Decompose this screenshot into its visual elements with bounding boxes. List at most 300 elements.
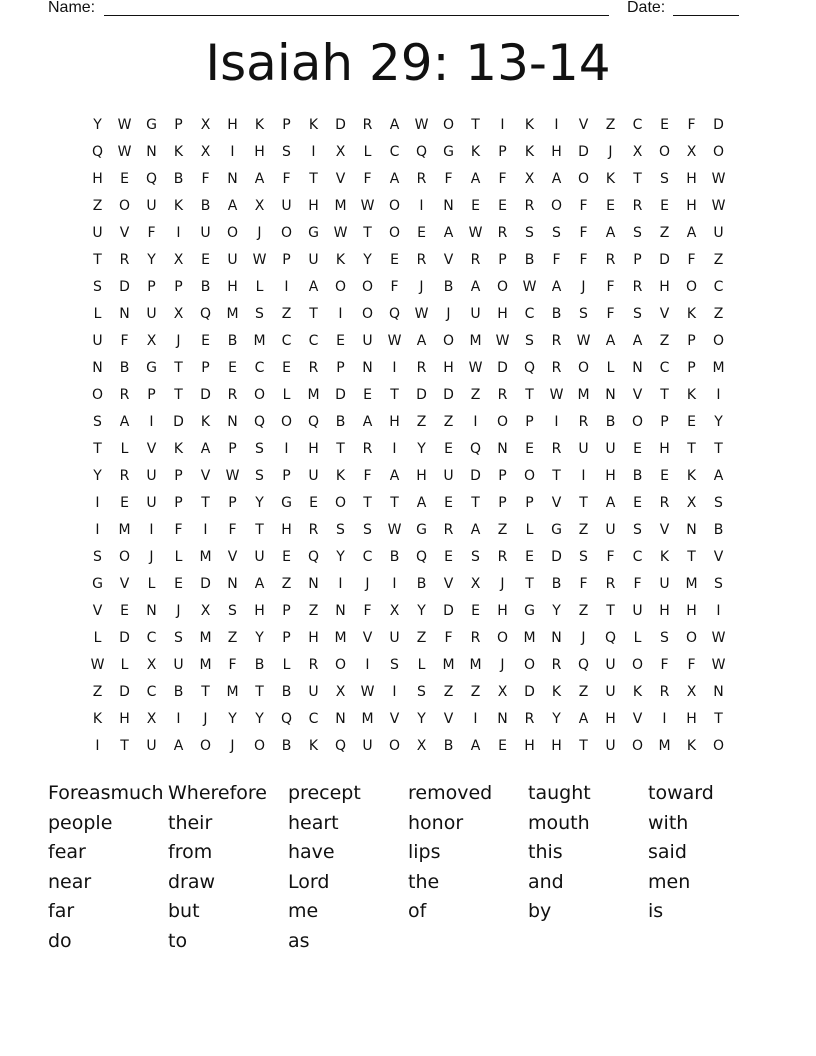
grid-letter[interactable]: H xyxy=(659,279,670,295)
grid-letter[interactable]: F xyxy=(660,657,669,673)
grid-letter[interactable]: B xyxy=(254,657,265,673)
grid-letter[interactable]: T xyxy=(390,387,399,403)
grid-letter[interactable]: L xyxy=(282,387,291,403)
grid-letter[interactable]: J xyxy=(176,603,181,619)
grid-letter[interactable]: J xyxy=(149,549,154,565)
grid-letter[interactable]: C xyxy=(308,711,319,727)
grid-letter[interactable]: X xyxy=(146,711,157,727)
grid-letter[interactable]: P xyxy=(282,252,291,268)
grid-letter[interactable]: O xyxy=(712,144,725,160)
grid-letter[interactable]: A xyxy=(551,279,562,295)
grid-letter[interactable]: X xyxy=(335,684,346,700)
grid-letter[interactable]: E xyxy=(471,603,480,619)
grid-letter[interactable]: Z xyxy=(281,576,292,592)
grid-letter[interactable]: I xyxy=(176,225,181,241)
grid-letter[interactable]: S xyxy=(633,306,642,322)
grid-letter[interactable]: P xyxy=(174,495,183,511)
grid-letter[interactable]: J xyxy=(581,279,586,295)
grid-letter[interactable]: T xyxy=(255,522,264,538)
grid-letter[interactable]: K xyxy=(92,711,103,727)
grid-letter[interactable]: I xyxy=(392,576,397,592)
grid-letter[interactable]: J xyxy=(446,306,451,322)
grid-letter[interactable]: B xyxy=(389,549,400,565)
grid-letter[interactable]: Y xyxy=(147,252,156,268)
grid-letter[interactable]: Q xyxy=(253,414,266,430)
grid-letter[interactable]: F xyxy=(363,603,372,619)
grid-letter[interactable]: Q xyxy=(307,414,320,430)
grid-letter[interactable]: U xyxy=(605,657,616,673)
grid-letter[interactable]: U xyxy=(605,522,616,538)
grid-letter[interactable]: L xyxy=(417,657,426,673)
grid-letter[interactable]: C xyxy=(146,630,157,646)
grid-letter[interactable]: T xyxy=(201,684,210,700)
grid-letter[interactable]: B xyxy=(443,279,454,295)
grid-letter[interactable]: Y xyxy=(714,414,723,430)
grid-letter[interactable]: A xyxy=(605,333,616,349)
grid-letter[interactable]: P xyxy=(525,495,534,511)
grid-letter[interactable]: N xyxy=(227,414,238,430)
grid-letter[interactable]: K xyxy=(605,171,616,187)
grid-letter[interactable]: S xyxy=(174,630,183,646)
grid-letter[interactable]: U xyxy=(281,198,292,214)
grid-letter[interactable]: H xyxy=(497,603,508,619)
grid-letter[interactable]: P xyxy=(498,252,507,268)
grid-letter[interactable]: Q xyxy=(280,711,293,727)
grid-letter[interactable]: A xyxy=(470,279,481,295)
grid-letter[interactable]: S xyxy=(336,522,345,538)
grid-letter[interactable]: N xyxy=(551,630,562,646)
grid-letter[interactable]: A xyxy=(173,738,184,754)
grid-letter[interactable]: V xyxy=(227,549,238,565)
grid-letter[interactable]: R xyxy=(497,549,508,565)
grid-letter[interactable]: B xyxy=(605,414,616,430)
grid-letter[interactable]: V xyxy=(443,711,454,727)
grid-letter[interactable]: V xyxy=(443,252,454,268)
grid-letter[interactable]: H xyxy=(389,414,400,430)
grid-letter[interactable]: R xyxy=(659,495,670,511)
grid-letter[interactable]: U xyxy=(227,252,238,268)
grid-letter[interactable]: U xyxy=(173,657,184,673)
grid-letter[interactable]: X xyxy=(470,576,481,592)
grid-letter[interactable]: I xyxy=(284,441,289,457)
grid-letter[interactable]: O xyxy=(550,198,563,214)
grid-letter[interactable]: D xyxy=(524,684,535,700)
grid-letter[interactable]: B xyxy=(632,468,643,484)
grid-letter[interactable]: X xyxy=(416,738,427,754)
grid-letter[interactable]: O xyxy=(685,630,698,646)
grid-letter[interactable]: A xyxy=(254,576,265,592)
grid-letter[interactable]: H xyxy=(254,144,265,160)
grid-letter[interactable]: Q xyxy=(388,306,401,322)
grid-letter[interactable]: R xyxy=(551,441,562,457)
grid-letter[interactable]: A xyxy=(389,468,400,484)
grid-letter[interactable]: D xyxy=(335,387,346,403)
grid-letter[interactable]: W xyxy=(333,225,348,241)
grid-letter[interactable]: R xyxy=(578,414,589,430)
grid-letter[interactable]: R xyxy=(470,630,481,646)
grid-letter[interactable]: H xyxy=(443,360,454,376)
grid-letter[interactable]: T xyxy=(579,495,588,511)
grid-letter[interactable]: A xyxy=(362,414,373,430)
grid-letter[interactable]: Q xyxy=(199,306,212,322)
grid-letter[interactable]: K xyxy=(335,252,346,268)
name-blank-line[interactable] xyxy=(104,0,609,16)
grid-letter[interactable]: N xyxy=(92,360,103,376)
grid-letter[interactable]: V xyxy=(632,387,643,403)
grid-letter[interactable]: M xyxy=(199,549,212,565)
grid-letter[interactable]: Z xyxy=(416,630,427,646)
grid-letter[interactable]: P xyxy=(633,252,642,268)
grid-letter[interactable]: I xyxy=(473,414,478,430)
grid-letter[interactable]: D xyxy=(200,576,211,592)
grid-letter[interactable]: N xyxy=(227,576,238,592)
grid-letter[interactable]: P xyxy=(174,468,183,484)
grid-letter[interactable]: O xyxy=(280,225,293,241)
grid-letter[interactable]: S xyxy=(93,414,102,430)
grid-letter[interactable]: F xyxy=(552,252,561,268)
grid-letter[interactable]: F xyxy=(606,279,615,295)
grid-letter[interactable]: O xyxy=(361,306,374,322)
grid-letter[interactable]: T xyxy=(633,171,642,187)
grid-letter[interactable]: K xyxy=(200,414,211,430)
grid-letter[interactable]: O xyxy=(253,387,266,403)
grid-letter[interactable]: E xyxy=(471,198,480,214)
grid-letter[interactable]: W xyxy=(252,252,267,268)
grid-letter[interactable]: R xyxy=(308,360,319,376)
grid-letter[interactable]: N xyxy=(335,711,346,727)
grid-letter[interactable]: F xyxy=(687,252,696,268)
grid-letter[interactable]: I xyxy=(149,414,154,430)
grid-letter[interactable]: O xyxy=(118,198,131,214)
grid-letter[interactable]: B xyxy=(200,279,211,295)
grid-letter[interactable]: T xyxy=(174,360,183,376)
grid-letter[interactable]: T xyxy=(714,441,723,457)
grid-letter[interactable]: G xyxy=(524,603,535,619)
grid-letter[interactable]: G xyxy=(146,360,157,376)
grid-letter[interactable]: S xyxy=(282,144,291,160)
grid-letter[interactable]: C xyxy=(281,333,292,349)
grid-letter[interactable]: N xyxy=(227,171,238,187)
grid-letter[interactable]: E xyxy=(606,198,615,214)
grid-letter[interactable]: T xyxy=(660,387,669,403)
grid-letter[interactable]: D xyxy=(416,387,427,403)
grid-letter[interactable]: P xyxy=(498,495,507,511)
grid-letter[interactable]: R xyxy=(524,198,535,214)
grid-letter[interactable]: A xyxy=(389,117,400,133)
grid-letter[interactable]: O xyxy=(496,279,509,295)
grid-letter[interactable]: F xyxy=(201,171,210,187)
grid-letter[interactable]: W xyxy=(387,333,402,349)
grid-letter[interactable]: K xyxy=(173,441,184,457)
grid-letter[interactable]: O xyxy=(199,738,212,754)
grid-letter[interactable]: B xyxy=(281,684,292,700)
grid-letter[interactable]: S xyxy=(363,522,372,538)
grid-letter[interactable]: Y xyxy=(93,117,102,133)
grid-letter[interactable]: O xyxy=(388,198,401,214)
grid-letter[interactable]: A xyxy=(200,441,211,457)
grid-letter[interactable]: I xyxy=(149,522,154,538)
grid-letter[interactable]: O xyxy=(334,657,347,673)
grid-letter[interactable]: M xyxy=(658,738,671,754)
grid-letter[interactable]: R xyxy=(632,279,643,295)
grid-letter[interactable]: W xyxy=(117,144,132,160)
grid-letter[interactable]: R xyxy=(362,441,373,457)
grid-letter[interactable]: V xyxy=(551,495,562,511)
grid-letter[interactable]: A xyxy=(713,468,724,484)
grid-letter[interactable]: E xyxy=(120,603,129,619)
grid-letter[interactable]: P xyxy=(687,333,696,349)
grid-letter[interactable]: P xyxy=(147,387,156,403)
grid-letter[interactable]: S xyxy=(471,549,480,565)
grid-letter[interactable]: V xyxy=(119,576,130,592)
grid-letter[interactable]: N xyxy=(686,522,697,538)
grid-letter[interactable]: F xyxy=(579,576,588,592)
grid-letter[interactable]: X xyxy=(173,252,184,268)
grid-letter[interactable]: X xyxy=(524,171,535,187)
grid-letter[interactable]: B xyxy=(524,252,535,268)
grid-letter[interactable]: Q xyxy=(91,144,104,160)
grid-letter[interactable]: O xyxy=(334,495,347,511)
grid-letter[interactable]: Z xyxy=(470,387,481,403)
grid-letter[interactable]: M xyxy=(442,657,455,673)
grid-letter[interactable]: H xyxy=(281,522,292,538)
grid-letter[interactable]: M xyxy=(199,657,212,673)
grid-letter[interactable]: D xyxy=(578,144,589,160)
grid-letter[interactable]: R xyxy=(119,387,130,403)
grid-letter[interactable]: I xyxy=(581,468,586,484)
grid-letter[interactable]: B xyxy=(551,576,562,592)
grid-letter[interactable]: U xyxy=(254,549,265,565)
grid-letter[interactable]: I xyxy=(230,144,235,160)
grid-letter[interactable]: H xyxy=(254,603,265,619)
grid-letter[interactable]: W xyxy=(711,630,726,646)
grid-letter[interactable]: H xyxy=(227,117,238,133)
grid-letter[interactable]: F xyxy=(444,171,453,187)
grid-letter[interactable]: B xyxy=(281,738,292,754)
grid-letter[interactable]: N xyxy=(713,684,724,700)
grid-letter[interactable]: O xyxy=(631,414,644,430)
grid-letter[interactable]: O xyxy=(712,738,725,754)
grid-letter[interactable]: B xyxy=(173,171,184,187)
grid-letter[interactable]: I xyxy=(392,360,397,376)
grid-letter[interactable]: X xyxy=(200,117,211,133)
grid-letter[interactable]: S xyxy=(660,171,669,187)
grid-letter[interactable]: V xyxy=(146,441,157,457)
grid-letter[interactable]: E xyxy=(660,117,669,133)
grid-letter[interactable]: O xyxy=(118,549,131,565)
grid-letter[interactable]: W xyxy=(387,522,402,538)
grid-letter[interactable]: X xyxy=(335,144,346,160)
grid-letter[interactable]: W xyxy=(522,279,537,295)
grid-letter[interactable]: M xyxy=(334,198,347,214)
grid-letter[interactable]: X xyxy=(389,603,400,619)
grid-letter[interactable]: S xyxy=(714,495,723,511)
grid-letter[interactable]: K xyxy=(686,306,697,322)
grid-letter[interactable]: D xyxy=(119,684,130,700)
grid-letter[interactable]: N xyxy=(605,387,616,403)
grid-letter[interactable]: P xyxy=(228,495,237,511)
grid-letter[interactable]: F xyxy=(498,171,507,187)
grid-letter[interactable]: I xyxy=(554,117,559,133)
grid-letter[interactable]: E xyxy=(498,198,507,214)
grid-letter[interactable]: B xyxy=(173,684,184,700)
grid-letter[interactable]: B xyxy=(713,522,724,538)
grid-letter[interactable]: F xyxy=(120,333,129,349)
grid-letter[interactable]: P xyxy=(498,144,507,160)
grid-letter[interactable]: D xyxy=(443,603,454,619)
grid-letter[interactable]: F xyxy=(228,522,237,538)
grid-letter[interactable]: W xyxy=(414,306,429,322)
grid-letter[interactable]: N xyxy=(443,198,454,214)
grid-letter[interactable]: A xyxy=(416,495,427,511)
grid-letter[interactable]: O xyxy=(496,414,509,430)
grid-letter[interactable]: U xyxy=(605,441,616,457)
grid-letter[interactable]: K xyxy=(686,738,697,754)
grid-letter[interactable]: P xyxy=(282,468,291,484)
grid-letter[interactable]: Q xyxy=(334,738,347,754)
grid-letter[interactable]: D xyxy=(497,360,508,376)
grid-letter[interactable]: O xyxy=(226,225,239,241)
grid-letter[interactable]: U xyxy=(605,684,616,700)
grid-letter[interactable]: J xyxy=(230,738,235,754)
grid-letter[interactable]: W xyxy=(360,198,375,214)
grid-letter[interactable]: S xyxy=(633,225,642,241)
grid-letter[interactable]: J xyxy=(365,576,370,592)
grid-letter[interactable]: M xyxy=(577,387,590,403)
grid-letter[interactable]: Z xyxy=(578,603,589,619)
grid-letter[interactable]: D xyxy=(443,387,454,403)
grid-letter[interactable]: P xyxy=(525,414,534,430)
grid-letter[interactable]: H xyxy=(686,711,697,727)
grid-letter[interactable]: U xyxy=(146,198,157,214)
grid-letter[interactable]: C xyxy=(254,360,265,376)
grid-letter[interactable]: C xyxy=(389,144,400,160)
grid-letter[interactable]: Z xyxy=(659,225,670,241)
grid-letter[interactable]: T xyxy=(93,252,102,268)
grid-letter[interactable]: D xyxy=(713,117,724,133)
grid-letter[interactable]: H xyxy=(551,144,562,160)
grid-letter[interactable]: O xyxy=(712,333,725,349)
grid-letter[interactable]: V xyxy=(713,549,724,565)
grid-letter[interactable]: C xyxy=(524,306,535,322)
grid-letter[interactable]: Z xyxy=(308,603,319,619)
grid-letter[interactable]: S xyxy=(417,684,426,700)
grid-letter[interactable]: H xyxy=(119,711,130,727)
grid-letter[interactable]: R xyxy=(308,657,319,673)
grid-letter[interactable]: I xyxy=(419,198,424,214)
grid-letter[interactable]: O xyxy=(496,630,509,646)
grid-letter[interactable]: F xyxy=(687,657,696,673)
grid-letter[interactable]: T xyxy=(363,225,372,241)
grid-letter[interactable]: N xyxy=(119,306,130,322)
grid-letter[interactable]: P xyxy=(336,360,345,376)
grid-letter[interactable]: I xyxy=(473,711,478,727)
grid-letter[interactable]: Y xyxy=(228,711,237,727)
grid-letter[interactable]: T xyxy=(525,576,534,592)
grid-letter[interactable]: R xyxy=(119,468,130,484)
grid-letter[interactable]: W xyxy=(711,657,726,673)
grid-letter[interactable]: S xyxy=(579,306,588,322)
grid-letter[interactable]: O xyxy=(361,279,374,295)
grid-letter[interactable]: Y xyxy=(255,495,264,511)
grid-letter[interactable]: N xyxy=(497,711,508,727)
grid-letter[interactable]: B xyxy=(335,414,346,430)
grid-letter[interactable]: T xyxy=(687,549,696,565)
grid-letter[interactable]: U xyxy=(362,333,373,349)
grid-letter[interactable]: M xyxy=(226,306,239,322)
grid-letter[interactable]: J xyxy=(608,144,613,160)
grid-letter[interactable]: W xyxy=(117,117,132,133)
grid-letter[interactable]: H xyxy=(659,441,670,457)
grid-letter[interactable]: W xyxy=(711,198,726,214)
grid-letter[interactable]: H xyxy=(524,738,535,754)
grid-letter[interactable]: P xyxy=(498,468,507,484)
grid-letter[interactable]: G xyxy=(443,144,454,160)
grid-letter[interactable]: M xyxy=(118,522,131,538)
grid-letter[interactable]: R xyxy=(551,657,562,673)
grid-letter[interactable]: U xyxy=(578,441,589,457)
grid-letter[interactable]: A xyxy=(470,522,481,538)
grid-letter[interactable]: F xyxy=(606,549,615,565)
grid-letter[interactable]: W xyxy=(360,684,375,700)
grid-letter[interactable]: Y xyxy=(417,603,426,619)
grid-letter[interactable]: J xyxy=(500,576,505,592)
grid-letter[interactable]: R xyxy=(416,360,427,376)
grid-letter[interactable]: W xyxy=(711,171,726,187)
grid-letter[interactable]: W xyxy=(414,117,429,133)
grid-letter[interactable]: U xyxy=(470,306,481,322)
grid-letter[interactable]: N xyxy=(146,144,157,160)
grid-letter[interactable]: U xyxy=(389,630,400,646)
grid-letter[interactable]: Z xyxy=(227,630,238,646)
grid-letter[interactable]: L xyxy=(282,657,291,673)
grid-letter[interactable]: V xyxy=(200,468,211,484)
grid-letter[interactable]: E xyxy=(120,495,129,511)
grid-letter[interactable]: O xyxy=(280,414,293,430)
grid-letter[interactable]: L xyxy=(174,549,183,565)
grid-letter[interactable]: D xyxy=(659,252,670,268)
grid-letter[interactable]: T xyxy=(714,711,723,727)
grid-letter[interactable]: T xyxy=(579,738,588,754)
grid-letter[interactable]: I xyxy=(716,387,721,403)
grid-letter[interactable]: H xyxy=(308,630,319,646)
grid-letter[interactable]: F xyxy=(228,657,237,673)
grid-letter[interactable]: J xyxy=(500,657,505,673)
grid-letter[interactable]: T xyxy=(174,387,183,403)
grid-letter[interactable]: E xyxy=(417,225,426,241)
grid-letter[interactable]: U xyxy=(308,468,319,484)
grid-letter[interactable]: F xyxy=(606,306,615,322)
grid-letter[interactable]: F xyxy=(282,171,291,187)
grid-letter[interactable]: T xyxy=(309,306,318,322)
grid-letter[interactable]: R xyxy=(443,522,454,538)
grid-letter[interactable]: S xyxy=(525,333,534,349)
grid-letter[interactable]: V xyxy=(443,576,454,592)
grid-letter[interactable]: K xyxy=(524,117,535,133)
grid-letter[interactable]: S xyxy=(633,522,642,538)
grid-letter[interactable]: C xyxy=(713,279,724,295)
grid-letter[interactable]: T xyxy=(120,738,129,754)
grid-letter[interactable]: E xyxy=(444,549,453,565)
grid-letter[interactable]: J xyxy=(203,711,208,727)
grid-letter[interactable]: H xyxy=(605,468,616,484)
grid-letter[interactable]: I xyxy=(176,711,181,727)
grid-letter[interactable]: X xyxy=(200,144,211,160)
grid-letter[interactable]: T xyxy=(309,171,318,187)
grid-letter[interactable]: S xyxy=(525,225,534,241)
grid-letter[interactable]: E xyxy=(174,576,183,592)
grid-letter[interactable]: Z xyxy=(470,684,481,700)
